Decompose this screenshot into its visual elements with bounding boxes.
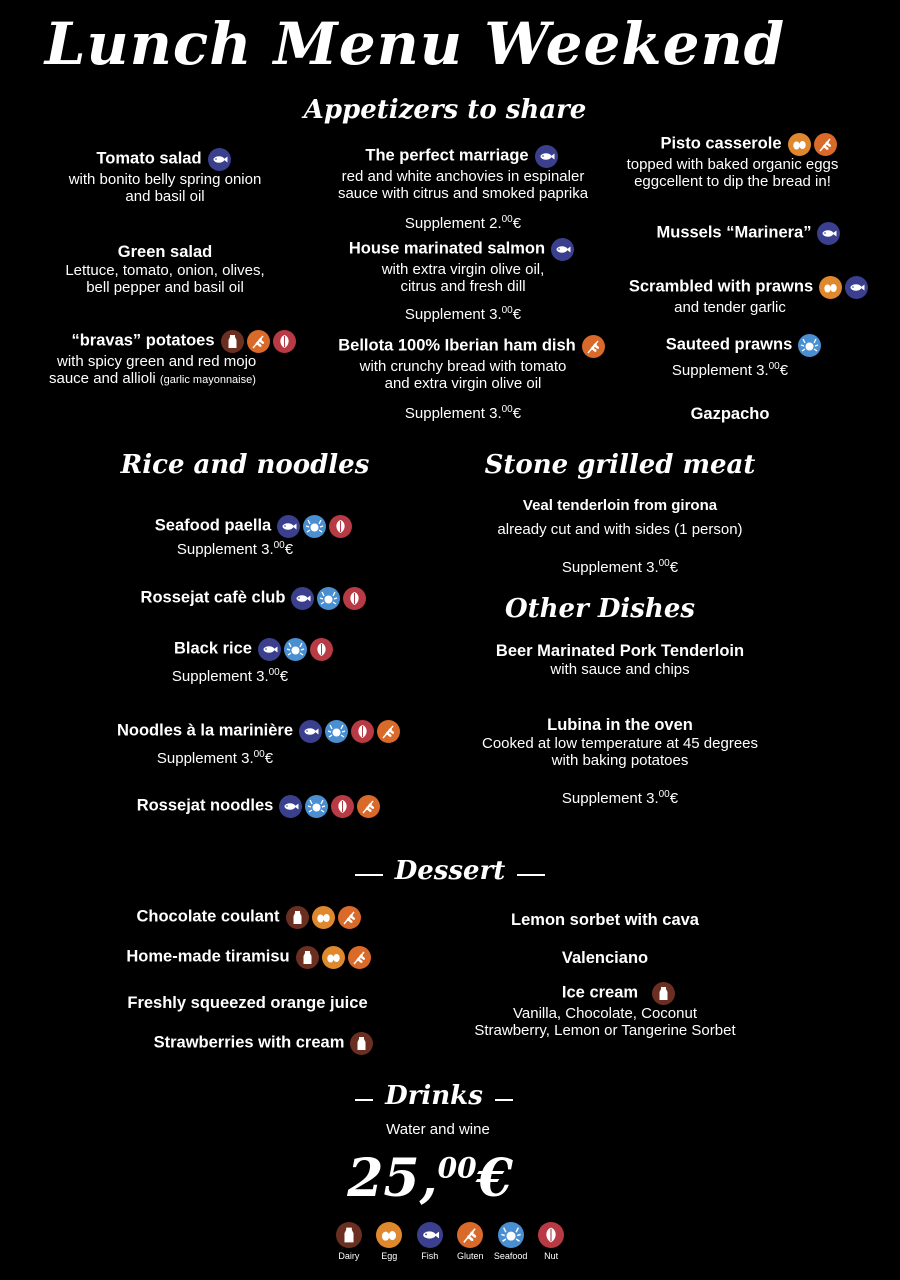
gluten-icon	[377, 720, 400, 743]
legend-label: Nut	[544, 1251, 559, 1261]
seafood-icon	[303, 515, 326, 538]
chocolate-coulant	[100, 906, 400, 929]
fish-icon	[258, 638, 281, 661]
item-name: Green salad	[117, 243, 213, 261]
section-other-dishes: Other Dishes	[505, 594, 695, 624]
supplement: Supplement 3.00€	[561, 789, 679, 807]
supplement: Supplement 2.00€	[404, 214, 522, 232]
item-desc: already cut and with sides (1 person)	[497, 521, 743, 538]
legend-label: Dairy	[338, 1251, 360, 1261]
green-salad	[40, 242, 290, 296]
allergen-icons	[208, 148, 234, 171]
fish-icon	[299, 720, 322, 743]
fish-icon	[279, 795, 302, 818]
seafood-icon	[305, 795, 328, 818]
item-desc: eggcellent to dip the bread in!	[634, 173, 831, 190]
legend-dairy	[331, 1222, 367, 1261]
egg-icon	[376, 1222, 402, 1248]
seafood-icon	[317, 587, 340, 610]
item-name: Strawberries with cream	[153, 1033, 345, 1052]
item-name: “bravas” potatoes	[71, 331, 215, 350]
fish-icon	[208, 148, 231, 171]
allergen-icons	[551, 238, 577, 261]
item-desc: Cooked at low temperature at 45 degrees	[482, 735, 758, 752]
seafood-icon	[498, 1222, 524, 1248]
divider	[517, 874, 545, 876]
nut-icon	[310, 638, 333, 661]
item-name: Seafood paella	[154, 516, 272, 535]
item-desc: with crunchy bread with tomato	[359, 358, 567, 375]
allergen-icons	[350, 1032, 376, 1055]
item-name: Lemon sorbet with cava	[511, 911, 699, 929]
seafood-icon	[325, 720, 348, 743]
gluten-icon	[247, 330, 270, 353]
item-name: Black rice	[174, 639, 252, 658]
item-name: Tomato salad	[96, 149, 202, 168]
item-name: Freshly squeezed orange juice	[127, 994, 368, 1012]
allergen-icons	[279, 795, 383, 818]
allergen-icons	[582, 335, 608, 358]
menu-title: Lunch Menu Weekend	[44, 10, 786, 78]
item-desc: Vanilla, Chocolate, Coconut	[513, 1005, 697, 1022]
lemon-sorbet	[460, 910, 750, 930]
mussels-marinera	[620, 222, 880, 245]
allergen-icons	[291, 587, 369, 610]
section-dessert-header	[0, 856, 900, 886]
legend-gluten	[452, 1222, 488, 1261]
item-desc: with spicy green and red mojo	[57, 353, 257, 370]
allergen-icons	[535, 145, 561, 168]
section-drinks-header	[0, 1081, 868, 1111]
drinks-text: Water and wine	[386, 1121, 490, 1138]
item-desc: bell pepper and basil oil	[86, 279, 244, 296]
item-desc: sauce with citrus and smoked paprika	[337, 185, 589, 202]
item-desc: Strawberry, Lemon or Tangerine Sorbet	[474, 1022, 736, 1039]
lubina-oven	[450, 715, 790, 807]
section-drinks: Drinks	[385, 1081, 483, 1111]
supplement: Supplement 3.00€	[671, 361, 789, 379]
dairy-icon	[350, 1032, 373, 1055]
item-name: Rossejat cafè club	[140, 588, 286, 607]
legend-egg	[371, 1222, 407, 1261]
nut-icon	[351, 720, 374, 743]
allergen-icons	[299, 720, 403, 743]
fish-icon	[817, 222, 840, 245]
gluten-icon	[582, 335, 605, 358]
item-desc: citrus and fresh dill	[400, 278, 526, 295]
sauteed-prawns	[630, 334, 860, 379]
item-name: Noodles à la marinière	[116, 721, 294, 740]
item-desc-small: (garlic mayonnaise)	[159, 374, 256, 386]
allergen-icons	[798, 334, 824, 357]
nut-icon	[538, 1222, 564, 1248]
item-name: Ice cream	[561, 983, 639, 1002]
seafood-icon	[798, 334, 821, 357]
menu-price: 25,00€	[347, 1148, 513, 1209]
dairy-icon	[652, 982, 675, 1005]
noodles-mariniere	[90, 720, 430, 767]
dairy-icon	[296, 946, 319, 969]
dairy-icon	[221, 330, 244, 353]
orange-juice	[90, 993, 405, 1013]
supplement: Supplement 3.00€	[561, 558, 679, 576]
nut-icon	[329, 515, 352, 538]
item-desc: with baking potatoes	[551, 752, 689, 769]
item-desc: Lettuce, tomato, onion, olives,	[65, 262, 265, 279]
pisto-casserole	[605, 133, 875, 190]
item-name: Bellota 100% Iberian ham dish	[338, 336, 576, 355]
item-name: Chocolate coulant	[136, 907, 280, 926]
legend-label: Gluten	[456, 1251, 484, 1261]
item-name: Valenciano	[561, 949, 649, 967]
item-name: Scrambled with prawns	[628, 277, 814, 296]
fish-icon	[277, 515, 300, 538]
allergen-icons	[652, 982, 678, 1005]
perfect-marriage	[318, 145, 608, 232]
legend-fish	[412, 1222, 448, 1261]
fish-icon	[535, 145, 558, 168]
supplement: Supplement 3.00€	[176, 540, 294, 558]
item-name: Rossejat noodles	[136, 796, 274, 815]
allergen-legend	[0, 1222, 900, 1261]
seafood-icon	[284, 638, 307, 661]
supplement: Supplement 3.00€	[404, 404, 522, 422]
divider	[355, 874, 383, 876]
legend-label: Seafood	[493, 1251, 528, 1261]
item-name: Beer Marinated Pork Tenderloin	[495, 642, 745, 660]
fish-icon	[845, 276, 868, 299]
egg-icon	[312, 906, 335, 929]
home-made-tiramisu	[90, 946, 410, 969]
supplement: Supplement 3.00€	[404, 305, 522, 323]
scrambled-prawns	[605, 276, 895, 316]
nut-icon	[273, 330, 296, 353]
divider	[495, 1099, 513, 1101]
nut-icon	[343, 587, 366, 610]
gazpacho	[630, 404, 830, 424]
item-desc: and extra virgin olive oil	[384, 375, 542, 392]
egg-icon	[322, 946, 345, 969]
item-desc: red and white anchovies in espinaler	[341, 168, 585, 185]
section-dessert: Dessert	[394, 856, 506, 886]
black-rice	[120, 638, 390, 685]
item-name: Gazpacho	[690, 405, 770, 423]
item-name: Veal tenderloin from girona	[522, 497, 718, 514]
bravas-potatoes	[40, 330, 330, 389]
rossejat-noodles	[110, 795, 410, 818]
item-name: Lubina in the oven	[547, 716, 693, 734]
item-name: Mussels “Marinera”	[656, 223, 812, 242]
item-desc: with extra virgin olive oil,	[381, 261, 545, 278]
item-name: Pisto casserole	[660, 134, 782, 153]
legend-seafood	[493, 1222, 529, 1261]
dairy-icon	[336, 1222, 362, 1248]
allergen-icons	[819, 276, 871, 299]
gluten-icon	[457, 1222, 483, 1248]
tomato-salad	[40, 148, 290, 205]
item-desc: sauce and allioli	[49, 370, 156, 387]
supplement: Supplement 3.00€	[171, 667, 289, 685]
legend-label: Egg	[381, 1251, 398, 1261]
fish-icon	[291, 587, 314, 610]
section-rice: Rice and noodles	[120, 450, 370, 480]
section-stone-grilled: Stone grilled meat	[484, 450, 756, 480]
egg-icon	[788, 133, 811, 156]
iberian-ham	[318, 335, 628, 422]
allergen-icons	[788, 133, 840, 156]
item-name: Sauteed prawns	[665, 335, 793, 354]
valenciano	[460, 948, 750, 968]
item-desc: with sauce and chips	[550, 661, 690, 678]
strawberries-cream	[120, 1032, 410, 1055]
item-desc: and basil oil	[125, 188, 205, 205]
legend-nut	[533, 1222, 569, 1261]
ice-cream	[440, 982, 770, 1039]
nut-icon	[331, 795, 354, 818]
allergen-icons	[286, 906, 364, 929]
fish-icon	[551, 238, 574, 261]
divider	[355, 1099, 373, 1101]
supplement: Supplement 3.00€	[156, 749, 274, 767]
allergen-icons	[296, 946, 374, 969]
marinated-salmon	[318, 238, 608, 323]
pork-tenderloin	[450, 641, 790, 678]
fish-icon	[417, 1222, 443, 1248]
item-desc: and tender garlic	[674, 299, 786, 316]
rossejat-cafe-club	[100, 587, 410, 610]
item-desc: topped with baked organic eggs	[626, 156, 839, 173]
egg-icon	[819, 276, 842, 299]
legend-label: Fish	[421, 1251, 439, 1261]
item-name: The perfect marriage	[365, 146, 529, 165]
allergen-icons	[258, 638, 336, 661]
allergen-icons	[277, 515, 355, 538]
gluten-icon	[357, 795, 380, 818]
gluten-icon	[348, 946, 371, 969]
dairy-icon	[286, 906, 309, 929]
item-name: House marinated salmon	[348, 239, 546, 258]
section-appetizers: Appetizers to share	[303, 95, 587, 125]
veal-tenderloin	[460, 496, 780, 576]
item-desc: with bonito belly spring onion	[68, 171, 262, 188]
gluten-icon	[338, 906, 361, 929]
seafood-paella	[120, 515, 390, 558]
gluten-icon	[814, 133, 837, 156]
allergen-icons	[221, 330, 299, 353]
item-name: Home-made tiramisu	[126, 947, 290, 966]
allergen-icons	[817, 222, 843, 245]
